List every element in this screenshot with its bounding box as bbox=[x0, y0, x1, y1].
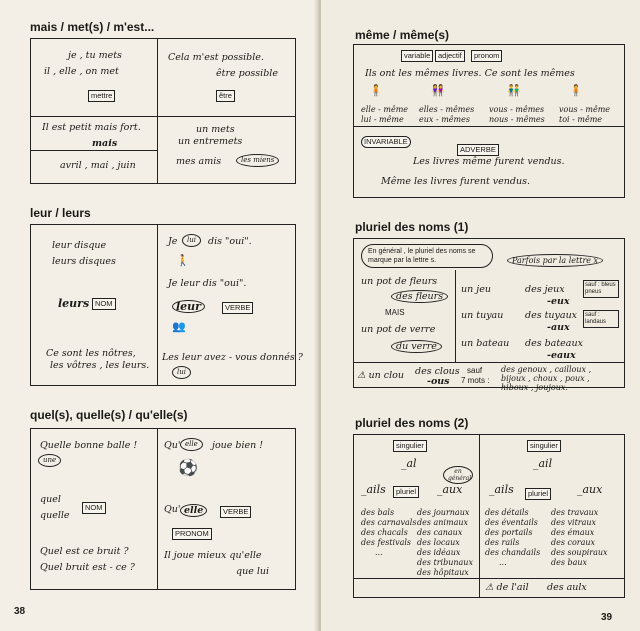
list-item: des tribunaux bbox=[417, 558, 473, 567]
list-item: des travaux bbox=[551, 508, 599, 517]
text-elles-memes: elles - mêmes bbox=[419, 105, 475, 114]
tag-singulier-2: singulier bbox=[527, 440, 561, 452]
bubble-elle-2: elle bbox=[180, 504, 207, 517]
text-bijoux: bijoux , choux , poux , bbox=[501, 374, 590, 383]
text-les-votres-les-leurs: les vôtres , les leurs. bbox=[50, 360, 150, 371]
list-item: ... bbox=[375, 548, 383, 557]
text-elle-meme: elle - même bbox=[361, 105, 409, 114]
page-number: 39 bbox=[601, 612, 613, 623]
text-qu-2: Qu' bbox=[164, 504, 181, 515]
list-item: des chandails bbox=[485, 548, 541, 557]
right-page bbox=[321, 0, 640, 631]
list-item: des chacals bbox=[361, 528, 408, 537]
text-un-entremets: un entremets bbox=[178, 136, 243, 147]
figures-icon: 👬 bbox=[507, 85, 521, 97]
bubble-une: une bbox=[38, 454, 61, 467]
text-des-genoux: des genoux , cailloux , bbox=[501, 365, 592, 374]
text-qu: Qu' bbox=[164, 440, 181, 451]
text-leurs-arrow: leurs bbox=[58, 297, 90, 310]
text-quel-bruit-est-ce: Quel bruit est - ce ? bbox=[40, 562, 135, 573]
list-item: des locaux bbox=[417, 538, 460, 547]
text-al: _al bbox=[401, 457, 417, 470]
text-ce-sont-les-notres: Ce sont les nôtres, bbox=[46, 348, 136, 359]
bubble-les-miens: les miens bbox=[236, 154, 279, 167]
bubble-leur: leur bbox=[172, 300, 205, 313]
divider bbox=[354, 126, 624, 127]
text-eux: -eux bbox=[547, 296, 570, 307]
text-je: Je bbox=[168, 236, 178, 247]
tag-variable: variable bbox=[401, 50, 433, 62]
person-icon: 🚶 bbox=[176, 255, 190, 267]
bubble-en-general: en général bbox=[443, 466, 473, 484]
list-item: des rails bbox=[485, 538, 520, 547]
text-je-leur-dis: Je leur dis "oui". bbox=[168, 278, 247, 289]
list-col-b bbox=[417, 508, 473, 578]
text-un-clou: ⚠ un clou bbox=[357, 370, 404, 381]
text-de-lail: ⚠ de l'ail bbox=[485, 582, 529, 593]
text-leur-disque: leur disque bbox=[52, 240, 107, 251]
text-il-elle-met: il , elle , on met bbox=[44, 66, 119, 77]
text-un-pot-de-verre: un pot de verre bbox=[361, 324, 436, 335]
list-item: des hôpitaux bbox=[417, 568, 469, 577]
list-col-a bbox=[361, 508, 416, 558]
figures-icon: 🧍 bbox=[369, 85, 383, 97]
divider bbox=[31, 116, 295, 117]
text-mais: MAIS bbox=[385, 308, 405, 317]
text-les-leur-avez-vous: Les leur avez - vous donnés ? bbox=[162, 352, 303, 363]
text-eaux: -eaux bbox=[547, 350, 576, 361]
heading-leur: leur / leurs bbox=[30, 206, 91, 220]
text-etre-possible: être possible bbox=[216, 68, 278, 79]
tag-etre: être bbox=[216, 90, 235, 102]
list-item: des détails bbox=[485, 508, 529, 517]
left-page bbox=[0, 0, 319, 631]
divider bbox=[157, 225, 158, 385]
list-col-c bbox=[485, 508, 540, 568]
text-cela-mest-possible: Cela m'est possible. bbox=[168, 52, 264, 63]
list-item: des bals bbox=[361, 508, 395, 517]
page-number: 38 bbox=[14, 606, 26, 617]
text-mais-arrow: mais bbox=[92, 138, 118, 149]
list-item: des éventails bbox=[485, 518, 538, 527]
list-item: des baux bbox=[551, 558, 588, 567]
text-aux: -aux bbox=[547, 322, 570, 333]
figures-icon: 🧍 bbox=[569, 85, 583, 97]
text-7-mots: 7 mots : bbox=[461, 376, 490, 385]
divider bbox=[31, 150, 157, 151]
text-toi-meme: toi - même bbox=[559, 115, 603, 124]
bubble-elle: elle bbox=[180, 438, 203, 451]
heading-pluriel-2: pluriel des noms (2) bbox=[355, 416, 469, 430]
tag-pluriel: pluriel bbox=[393, 486, 419, 498]
tag-pluriel-2: pluriel bbox=[525, 488, 551, 500]
divider bbox=[157, 39, 158, 183]
text-quelle: quelle bbox=[40, 510, 70, 521]
player-icon: ⚽ bbox=[178, 460, 198, 477]
tag-verbe: VERBE bbox=[220, 506, 251, 518]
text-un-tuyau: un tuyau bbox=[461, 310, 504, 321]
text-quel-est-ce-bruit: Quel est ce bruit ? bbox=[40, 546, 129, 557]
bubble-lui-2: lui bbox=[172, 366, 191, 379]
text-leurs-disques: leurs disques bbox=[52, 256, 116, 267]
tag-sauf-landaus: sauf : landaus bbox=[583, 310, 619, 328]
text-ail: _ail bbox=[533, 457, 553, 470]
text-que-lui: que lui bbox=[236, 566, 270, 577]
text-quel: quel bbox=[40, 494, 61, 505]
people-icon: 👥 bbox=[172, 321, 186, 333]
text-aux: _aux bbox=[437, 483, 463, 496]
list-col-d bbox=[551, 508, 608, 568]
text-un-pot-de-fleurs: un pot de fleurs bbox=[361, 276, 438, 287]
text-lui-meme: lui - même bbox=[361, 115, 404, 124]
list-item: des carnavals bbox=[361, 518, 417, 527]
text-hiboux: hiboux , joujoux. bbox=[501, 383, 568, 392]
divider bbox=[455, 270, 456, 362]
list-item: des canaux bbox=[417, 528, 463, 537]
bubble-du-verre: du verre bbox=[391, 340, 442, 353]
text-avril-mai-juin: avril , mai , juin bbox=[60, 160, 136, 171]
text-des-clous: des clous bbox=[415, 366, 460, 377]
tag-adverbe: ADVERBE bbox=[457, 144, 499, 156]
text-un-bateau: un bateau bbox=[461, 338, 510, 349]
list-item: des vitraux bbox=[551, 518, 597, 527]
tag-verbe: VERBE bbox=[222, 302, 253, 314]
text-mes-amis: mes amis bbox=[176, 156, 222, 167]
text-des-jeux: des jeux bbox=[525, 284, 565, 295]
heading-mais: mais / met(s) / m'est... bbox=[30, 20, 155, 34]
tag-invariable: INVARIABLE bbox=[361, 136, 411, 148]
bubble-en-general: En général , le pluriel des noms se marque par la lettre s. bbox=[361, 244, 493, 268]
text-des-aulx: des aulx bbox=[547, 582, 587, 593]
heading-pluriel-1: pluriel des noms (1) bbox=[355, 220, 469, 234]
list-item: des émaux bbox=[551, 528, 595, 537]
list-item: des portails bbox=[485, 528, 533, 537]
text-joue-bien: joue bien ! bbox=[212, 440, 264, 451]
list-item: des idéaux bbox=[417, 548, 461, 557]
heading-quel: quel(s), quelle(s) / qu'elle(s) bbox=[30, 408, 188, 422]
divider bbox=[479, 435, 480, 597]
tag-nom: NOM bbox=[92, 298, 116, 310]
text-ails: _ails bbox=[489, 483, 514, 496]
text-als: _ails bbox=[361, 483, 386, 496]
list-item: des soupiraux bbox=[551, 548, 608, 557]
text-meme-les-livres: Même les livres furent vendus. bbox=[381, 176, 531, 187]
divider bbox=[354, 578, 624, 579]
text-les-livres-meme: Les livres même furent vendus. bbox=[413, 156, 565, 167]
bubble-des-fleurs: des fleurs bbox=[391, 290, 448, 303]
tag-singulier: singulier bbox=[393, 440, 427, 452]
divider bbox=[354, 362, 624, 363]
text-ous: -ous bbox=[427, 376, 450, 387]
text-des-tuyaux: des tuyaux bbox=[525, 310, 578, 321]
text-aux-2: _aux bbox=[577, 483, 603, 496]
tag-mettre: mettre bbox=[88, 90, 115, 102]
tag-sauf-bleus: sauf : bleus pneus bbox=[583, 280, 619, 298]
text-dis-oui: dis "oui". bbox=[208, 236, 252, 247]
list-item: des journaux bbox=[417, 508, 470, 517]
text-un-jeu: un jeu bbox=[461, 284, 491, 295]
tag-nom: NOM bbox=[82, 502, 106, 514]
text-il-joue-mieux: Il joue mieux qu'elle bbox=[164, 550, 262, 561]
list-item: ... bbox=[499, 558, 507, 567]
text-je-tu-mets: je , tu mets bbox=[68, 50, 122, 61]
tag-pronom: PRONOM bbox=[172, 528, 212, 540]
text-vous-meme: vous - même bbox=[559, 105, 611, 114]
list-item: des coraux bbox=[551, 538, 596, 547]
text-des-bateaux: des bateaux bbox=[525, 338, 583, 349]
tag-pronom: pronom bbox=[471, 50, 502, 62]
text-il-est-petit: Il est petit mais fort. bbox=[42, 122, 141, 133]
bubble-lui: lui bbox=[182, 234, 201, 247]
text-un-mets: un mets bbox=[196, 124, 235, 135]
text-eux-memes: eux - mêmes bbox=[419, 115, 470, 124]
heading-meme: même / même(s) bbox=[355, 28, 450, 42]
text-quelle-bonne-balle: Quelle bonne balle ! bbox=[40, 440, 138, 451]
text-sauf: sauf bbox=[467, 366, 483, 375]
list-item: des animaux bbox=[417, 518, 469, 527]
divider bbox=[157, 429, 158, 589]
bubble-parfois: Parfois par la lettre x bbox=[507, 254, 603, 267]
tag-adjectif: adjectif bbox=[435, 50, 465, 62]
text-nous-memes: nous - mêmes bbox=[489, 115, 545, 124]
text-vous-memes: vous - mêmes bbox=[489, 105, 545, 114]
text-ils-ont-les-memes: Ils ont les mêmes livres. Ce sont les mêmes bbox=[365, 68, 575, 79]
list-item: des festivals bbox=[361, 538, 412, 547]
figures-icon: 👭 bbox=[431, 85, 445, 97]
